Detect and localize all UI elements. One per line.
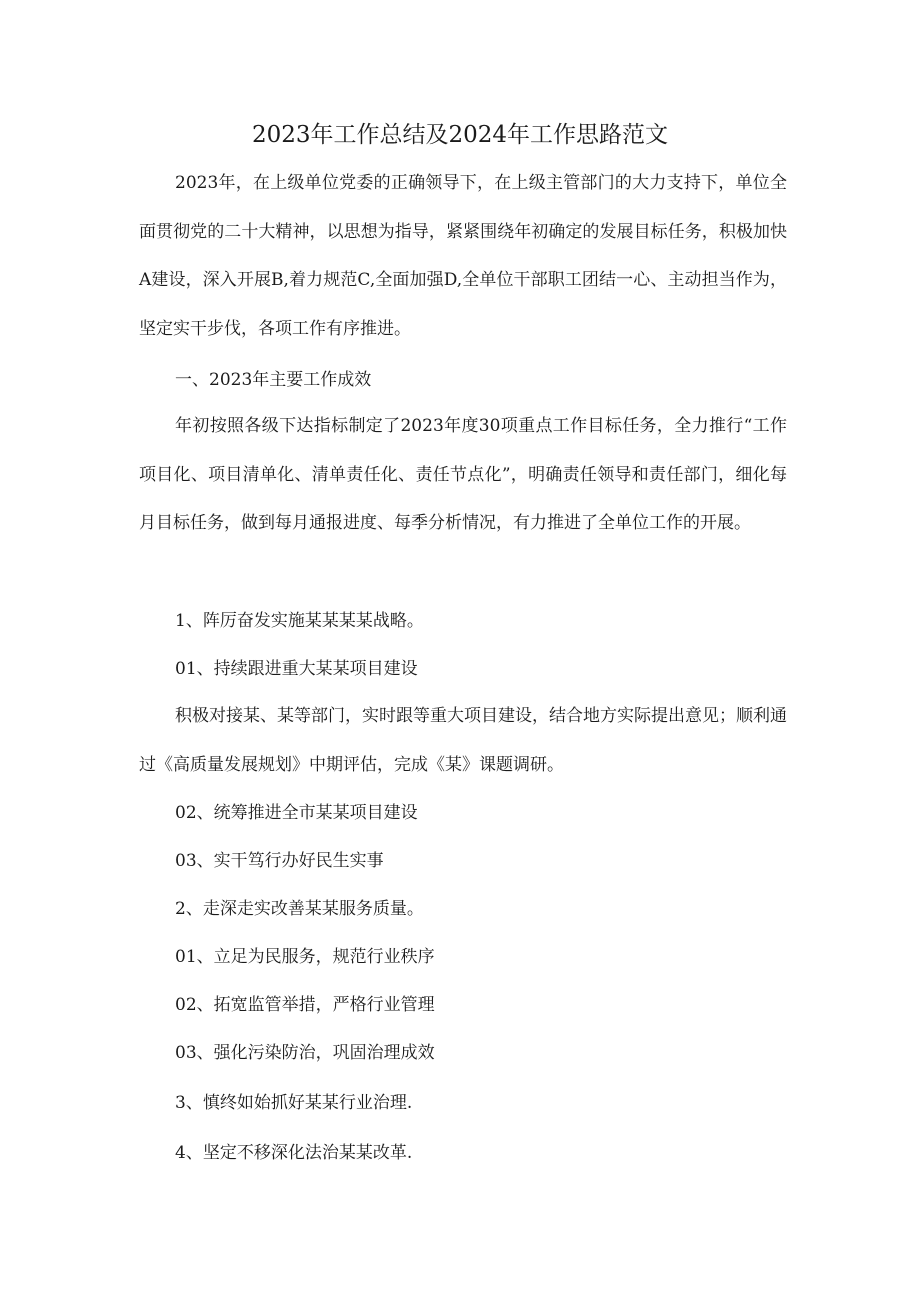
intro-paragraph: 2023年，在上级单位党委的正确领导下，在上级主管部门的大力支持下，单位全面贯彻党的二十大精神，以思想为指导，紧紧围绕年初确定的发展目标任务，积极加快A建设，深入开展B,着力规范C,全面加强D,全单位干部职工团结一心、主动担当作为，坚定实干步伐，各项工作有序推进。 xyxy=(139,173,787,339)
list-item-3: 3、慎终如始抓好某某行业治理. xyxy=(175,1093,413,1113)
list-item-2: 2、走深走实改善某某服务质量。 xyxy=(175,899,424,919)
sub-item-2-1: 01、立足为民服务，规范行业秩序 xyxy=(175,947,435,967)
list-item-4: 4、坚定不移深化法治某某改革. xyxy=(175,1143,413,1163)
section-heading: 一、2023年主要工作成效 xyxy=(175,370,372,390)
sub-item-2-2: 02、拓宽监管举措，严格行业管理 xyxy=(175,995,435,1015)
section-paragraph: 年初按照各级下达指标制定了2023年度30项重点工作目标任务，全力推行“工作项目化、项目清单化、清单责任化、责任节点化”，明确责任领导和责任部门，细化每月目标任务，做到每月通报进度、每季分析情况，有力推进了全单位工作的开展。 xyxy=(139,416,787,533)
sub-item-1-3: 03、实干笃行办好民生实事 xyxy=(175,851,384,871)
list-item-1: 1、阵厉奋发实施某某某某战略。 xyxy=(175,611,424,631)
sub-item-1-1-paragraph: 积极对接某、某等部门，实时跟等重大项目建设，结合地方实际提出意见；顺利通过《高质量发展规划》中期评估，完成《某》课题调研。 xyxy=(139,706,787,775)
document-title: 2023年工作总结及2024年工作思路范文 xyxy=(251,122,669,148)
sub-item-1-2: 02、统筹推进全市某某项目建设 xyxy=(175,803,418,823)
sub-item-1-1: 01、持续跟进重大某某项目建设 xyxy=(175,659,418,679)
sub-item-2-3: 03、强化污染防治，巩固治理成效 xyxy=(175,1043,435,1063)
